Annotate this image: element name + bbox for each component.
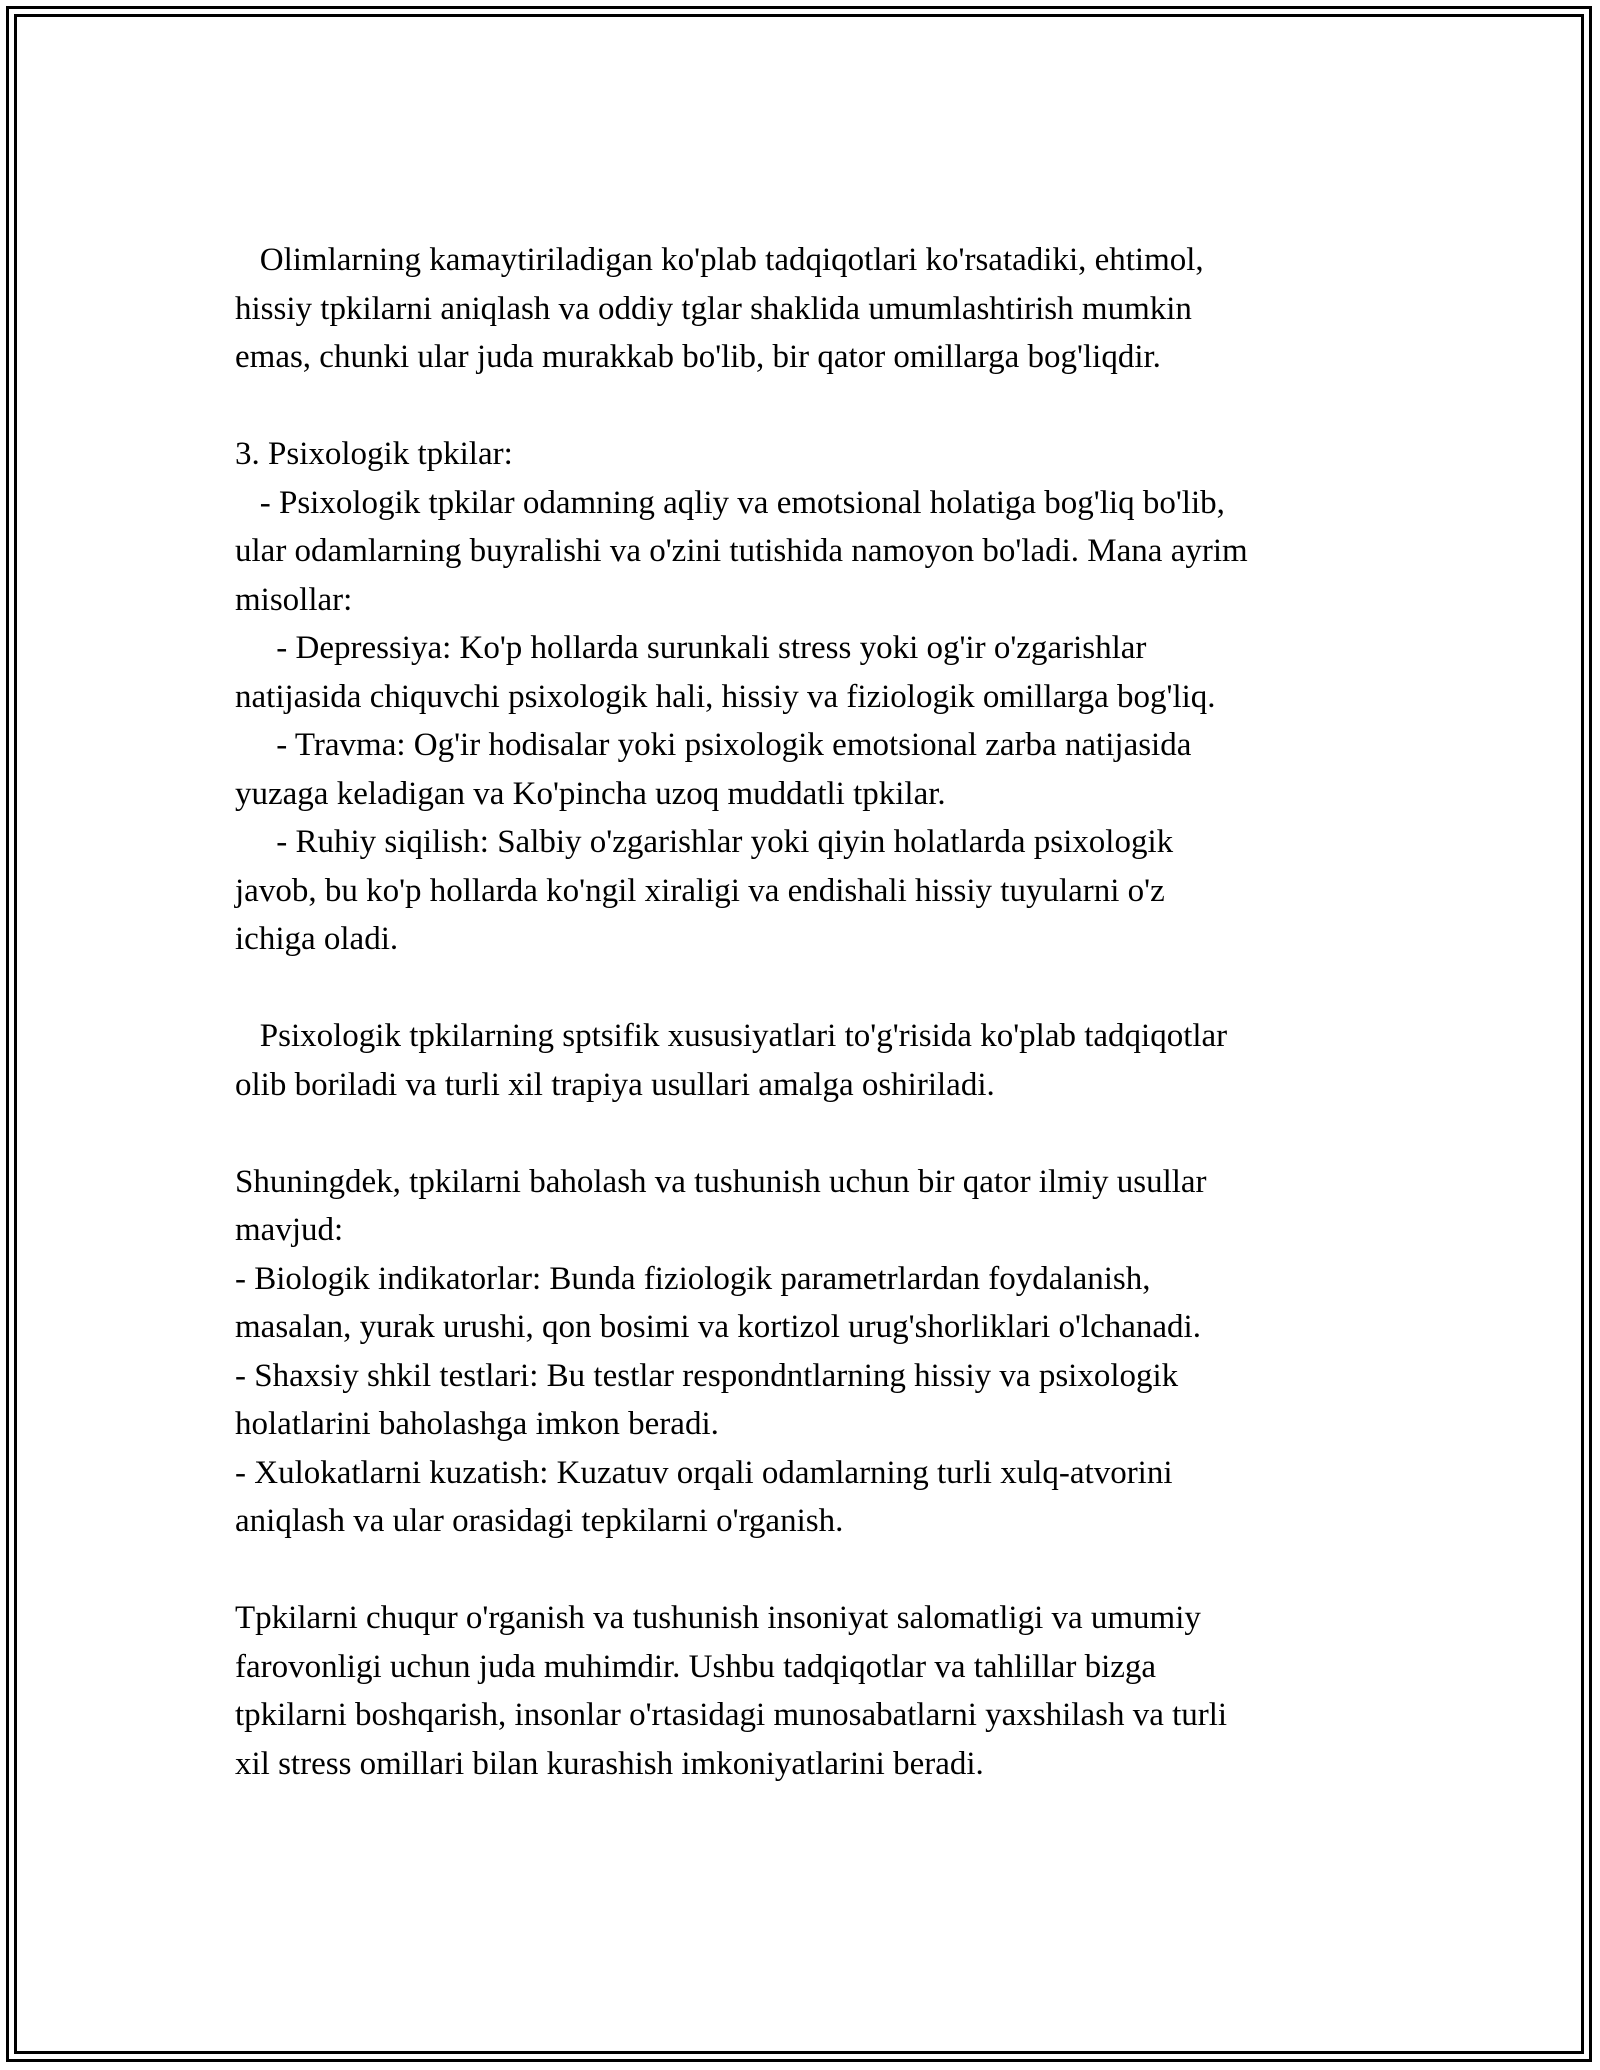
text-line: misollar:: [235, 581, 353, 618]
text-line: holatlarini baholashga imkon beradi.: [235, 1406, 719, 1442]
text-line: farovonligi uchun juda muhimdir. Ushbu tadqiqotlar va tahlillar bizga: [235, 1648, 1157, 1685]
blank-line: [235, 1109, 1385, 1158]
blank-line: [235, 964, 1385, 1013]
blank-line: [235, 1546, 1385, 1595]
text-line: olib boriladi va turli xil trapiya usullari amalga oshiriladi.: [235, 1066, 995, 1103]
text-line: aniqlash va ular orasidagi tepkilarni o'rganish.: [235, 1503, 844, 1539]
list-item-line: - Depressiya: Ko'p hollarda surunkali stress yoki og'ir o'zgarishlar: [235, 630, 1147, 666]
text-line: xil stress omillari bilan kurashish imkoniyatlarini beradi.: [235, 1745, 984, 1782]
text-line: emas, chunki ular juda murakkab bo'lib, bir qator omillarga bog'liqdir.: [235, 339, 1161, 375]
list-item-line: - Biologik indikatorlar: Bunda fiziologik parametrlardan foydalanish,: [235, 1260, 1151, 1297]
text-line: masalan, yurak urushi, qon bosimi va kortizol urug'shorliklari o'lchanadi.: [235, 1309, 1201, 1345]
list-item-line: - Shaxsiy shkil testlari: Bu testlar respondntlarning hissiy va psixologik: [235, 1357, 1179, 1394]
text-line: Tpkilarni chuqur o'rganish va tushunish insoniyat salomatligi va umumiy: [235, 1600, 1201, 1636]
text-line: tpkilarni boshqarish, insonlar o'rtasidagi munosabatlarni yaxshilash va turli: [235, 1697, 1228, 1733]
blank-line: [235, 382, 1385, 431]
list-item-line: - Travma: Og'ir hodisalar yoki psixologik emotsional zarba natijasida: [235, 727, 1192, 763]
text-line: hissiy tpkilarni aniqlash va oddiy tglar shaklida umumlashtirish mumkin: [235, 290, 1192, 327]
text-line: natijasida chiquvchi psixologik hali, hissiy va fiziologik omillarga bog'liq.: [235, 678, 1216, 715]
text-line: ichiga oladi.: [235, 921, 399, 957]
list-item-line: - Xulokatlarni kuzatish: Kuzatuv orqali odamlarning turli xulq-atvorini: [235, 1454, 1173, 1491]
list-item-line: - Ruhiy siqilish: Salbiy o'zgarishlar yoki qiyin holatlarda psixologik: [235, 824, 1174, 860]
document-body: [235, 236, 1385, 1788]
text-line: ular odamlarning buyralishi va o'zini tutishida namoyon bo'ladi. Mana ayrim: [235, 533, 1248, 569]
text-line: - Psixologik tpkilar odamning aqliy va emotsional holatiga bog'liq bo'lib,: [235, 484, 1225, 521]
text-line: mavjud:: [235, 1212, 344, 1248]
text-line: yuzaga keladigan va Ko'pincha uzoq muddatli tpkilar.: [235, 775, 946, 812]
text-line: javob, bu ko'p hollarda ko'ngil xiraligi va endishali hissiy tuyularni o'z: [235, 872, 1165, 909]
section-heading: 3. Psixologik tpkilar:: [235, 436, 513, 472]
text-line: Olimlarning kamaytiriladigan ko'plab tadqiqotlari ko'rsatadiki, ehtimol,: [235, 242, 1204, 278]
text-line: Shuningdek, tpkilarni baholash va tushunish uchun bir qator ilmiy usullar: [235, 1163, 1207, 1200]
text-line: Psixologik tpkilarning sptsifik xususiyatlari to'g'risida ko'plab tadqiqotlar: [235, 1018, 1228, 1054]
